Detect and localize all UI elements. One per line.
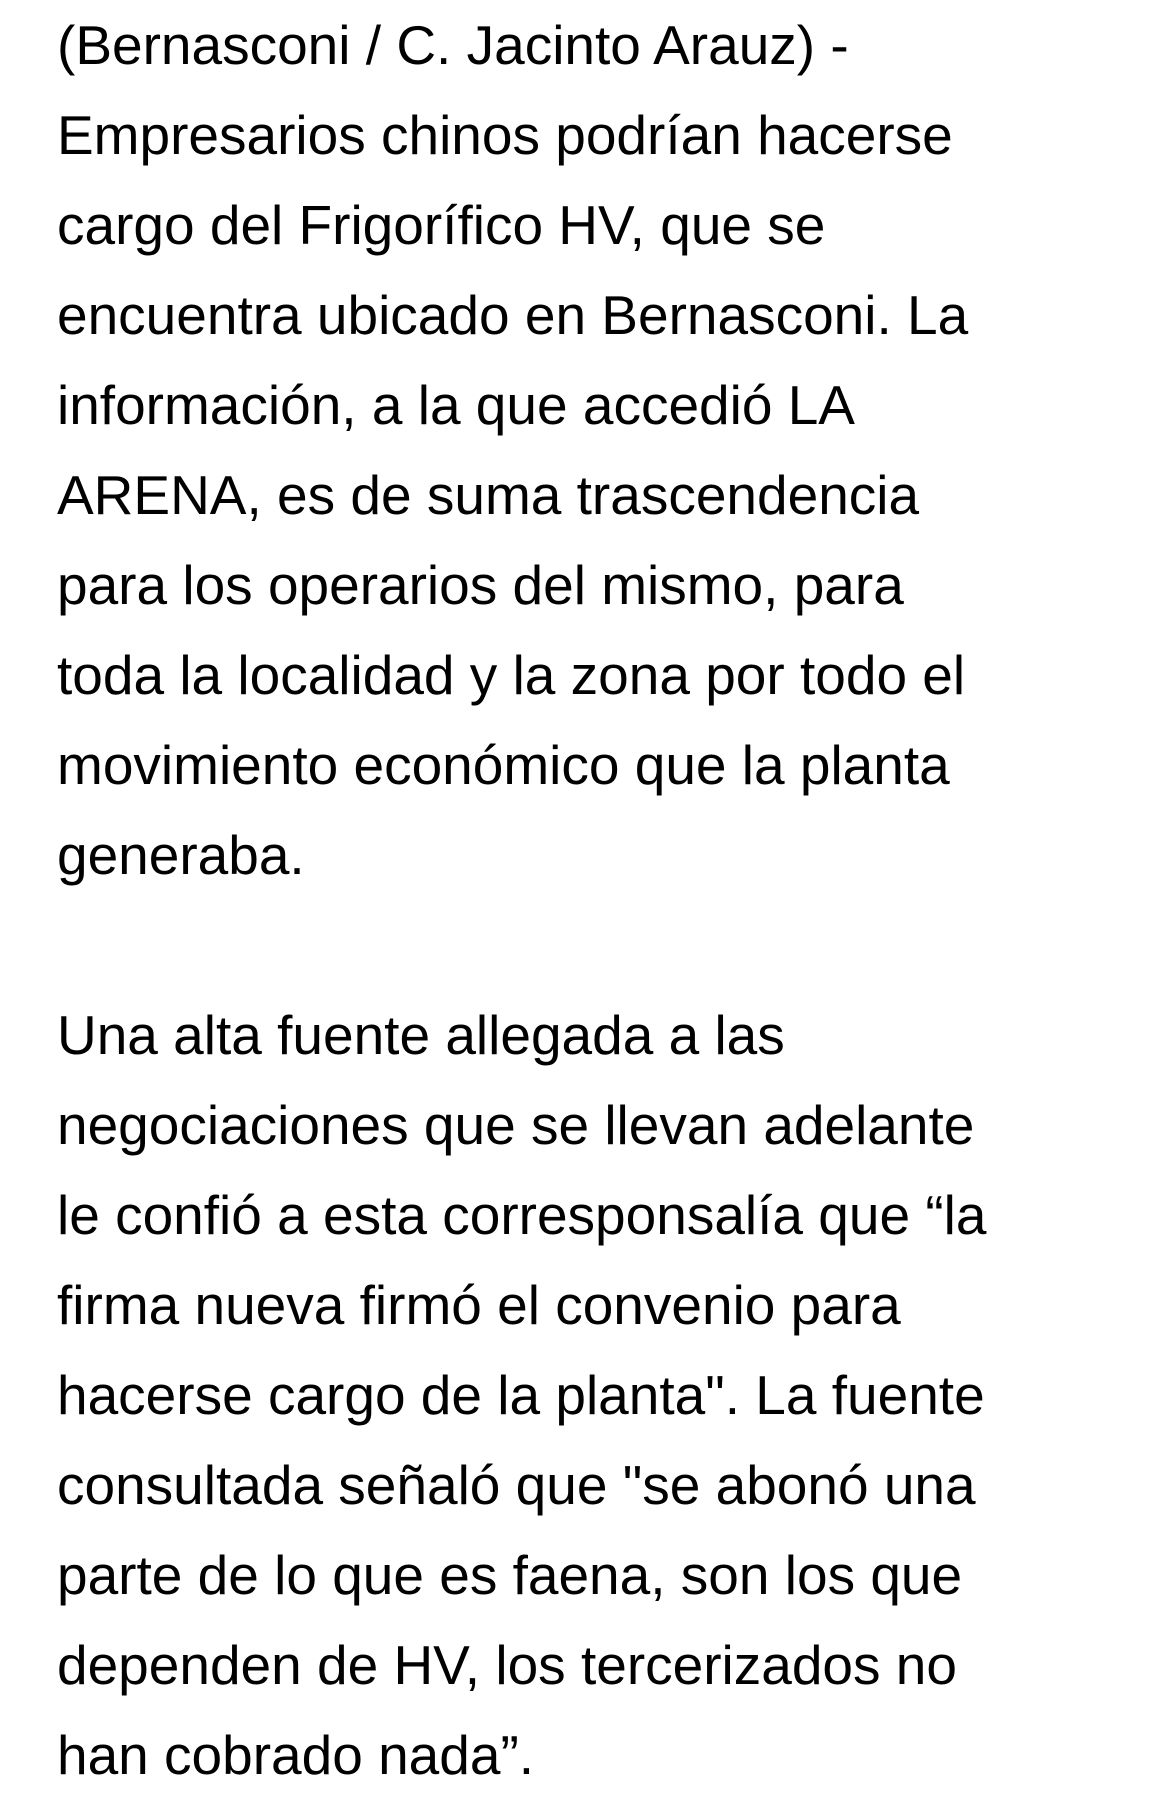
text-line: dependen de HV, los tercerizados no [57, 1634, 957, 1696]
text-line: información, a la que accedió LA [57, 374, 855, 436]
text-line: firma nueva firmó el convenio para [57, 1274, 901, 1336]
text-line: Empresarios chinos podrían hacerse [57, 104, 953, 166]
text-line: negociaciones que se llevan adelante [57, 1094, 975, 1156]
paragraph-1 [57, 0, 1147, 900]
text-line: consultada señaló que "se abonó una [57, 1454, 976, 1516]
text-line: para los operarios del mismo, para [57, 554, 904, 616]
text-line: parte de lo que es faena, son los que [57, 1544, 963, 1606]
text-line: toda la localidad y la zona por todo el [57, 644, 966, 706]
text-line: Una alta fuente allegada a las [57, 1004, 785, 1066]
text-line: han cobrado nada”. [57, 1724, 535, 1786]
text-line: (Bernasconi / C. Jacinto Arauz) - [57, 14, 849, 76]
paragraph-2 [57, 990, 1147, 1800]
text-line: movimiento económico que la planta [57, 734, 950, 796]
text-line: hacerse cargo de la planta". La fuente [57, 1364, 985, 1426]
paragraph-gap [57, 900, 1147, 990]
text-line: ARENA, es de suma trascendencia [57, 464, 920, 526]
article-body [57, 0, 1147, 1800]
text-line: le confió a esta corresponsalía que “la [57, 1184, 987, 1246]
text-line: encuentra ubicado en Bernasconi. La [57, 284, 969, 346]
text-line: cargo del Frigorífico HV, que se [57, 194, 826, 256]
text-line: generaba. [57, 824, 305, 886]
